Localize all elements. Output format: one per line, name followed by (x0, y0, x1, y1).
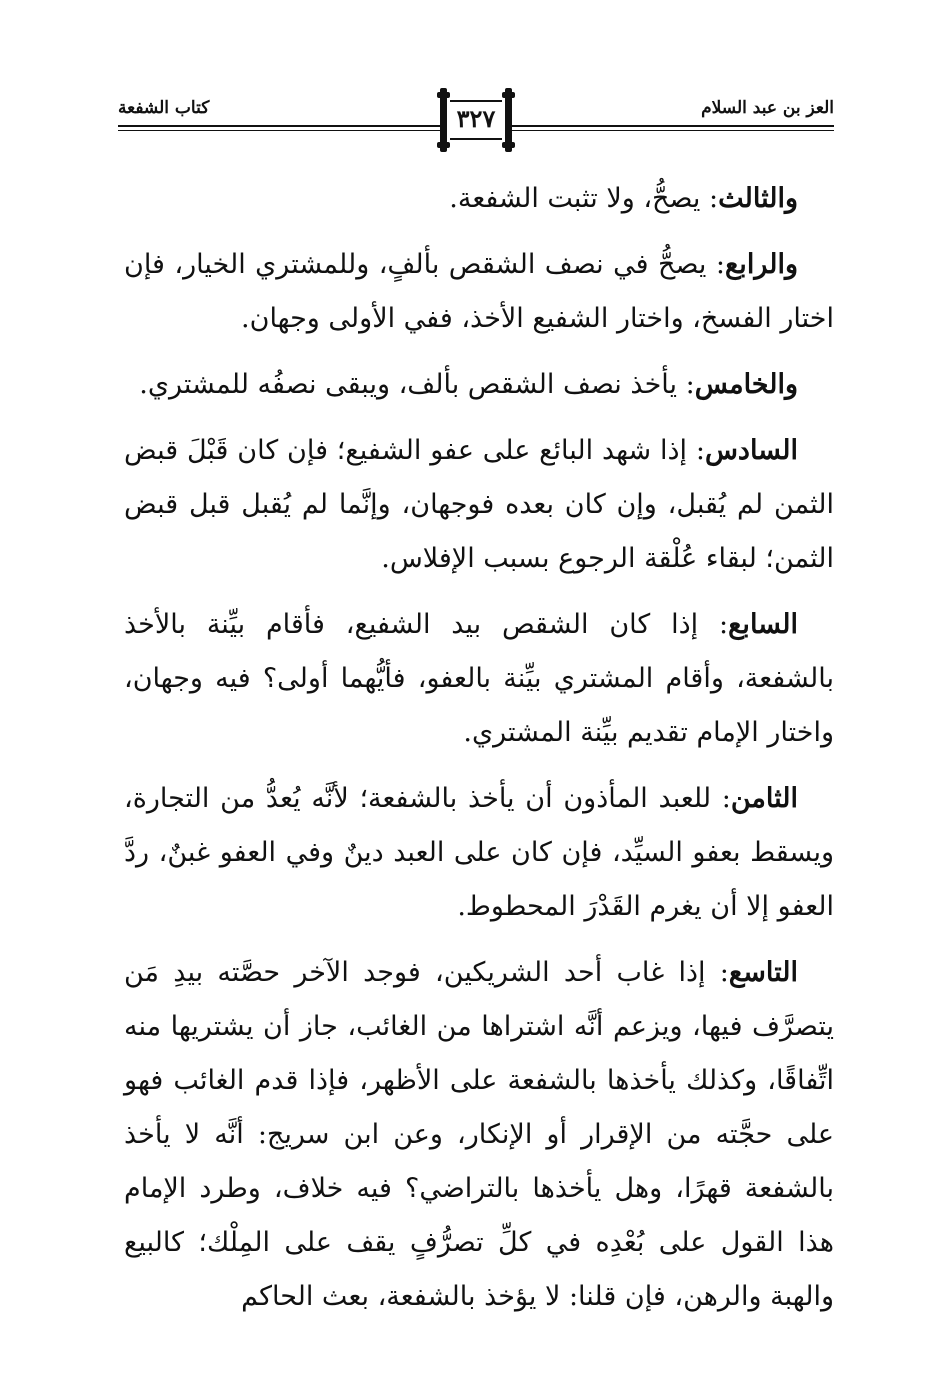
page-number: ٣٢٧ (456, 104, 496, 133)
paragraph-seventh (124, 598, 834, 760)
paragraph-lead: والثالث (718, 183, 798, 214)
paragraph-eighth (124, 772, 834, 934)
page-number-frame (440, 88, 512, 152)
header-rule-right-thin (512, 130, 834, 131)
paragraph-text: : يصحُّ في نصف الشقص بألفٍ، وللمشتري الخيار، فإن اختار الفسخ، واختار الشفيع الأخذ، ففي الأولى وجهان. (124, 249, 834, 334)
paragraph-text: : إذا كان الشقص بيد الشفيع، فأقام بيِّنة بالأخذ بالشفعة، وأقام المشتري بيِّنة بالعفو، فأيُّهما أولى؟ فيه وجهان، واختار الإمام تقديم بيِّنة المشتري. (124, 609, 834, 748)
header-rule-right (512, 125, 834, 127)
paragraph-text: : إذا غاب أحد الشريكين، فوجد الآخر حصَّته بيدِ مَن يتصرَّف فيها، ويزعم أنَّه اشتراها من الغائب، جاز أن يشتريها منه اتِّفاقًا، وكذلك يأخذها بالشفعة على الأظهر، فإذا قدم الغائب فهو على حجَّته من الإقرار أو الإنكار، وعن ابن سريج: أنَّه لا يأخذ بالشفعة قهرًا، وهل يأخذها بالتراضي؟ فيه خلاف، وطرد الإمام هذا القول على بُعْدِه في كلِّ تصرُّفٍ يقف على المِلْك؛ كالبيع والهبة والرهن، فإن قلنا: لا يؤخذ بالشفعة، بعث الحاكم (124, 957, 834, 1312)
paragraph-sixth (124, 424, 834, 586)
body-text (124, 172, 834, 1336)
paragraph-lead: السادس (704, 435, 798, 466)
paragraph-third (124, 172, 834, 226)
paragraph-lead: الثامن (730, 783, 798, 814)
paragraph-text: : إذا شهد البائع على عفو الشفيع؛ فإن كان قَبْلَ قبض الثمن لم يُقبل، وإن كان بعده فوجهان، وإنَّما لم يُقبل قبل قبض الثمن؛ لبقاء عُلْقة الرجوع بسبب الإفلاس. (124, 435, 834, 574)
header-section-title: كتاب الشفعة (118, 98, 210, 118)
paragraph-lead: والرابع (724, 249, 798, 280)
header-author: العز بن عبد السلام (701, 98, 834, 118)
running-header (118, 88, 834, 158)
header-rule-left-thin (118, 130, 440, 131)
paragraph-text: : يأخذ نصف الشقص بألف، ويبقى نصفُه للمشتري. (139, 369, 695, 400)
paragraph-fifth (124, 358, 834, 412)
paragraph-ninth (124, 946, 834, 1324)
header-rule-left (118, 125, 440, 127)
paragraph-fourth (124, 238, 834, 346)
paragraph-text: : يصحُّ، ولا تثبت الشفعة. (449, 183, 719, 214)
paragraph-lead: التاسع (728, 957, 798, 988)
paragraph-text: : للعبد المأذون أن يأخذ بالشفعة؛ لأنَّه يُعدُّ من التجارة، ويسقط بعفو السيِّد، فإن كان على العبد دينٌ وفي العفو غبنٌ، ردَّ العفو إلا أن يغرم القَدْرَ المحطوط. (124, 783, 834, 922)
paragraph-lead: والخامس (694, 369, 798, 400)
paragraph-lead: السابع (728, 609, 798, 640)
